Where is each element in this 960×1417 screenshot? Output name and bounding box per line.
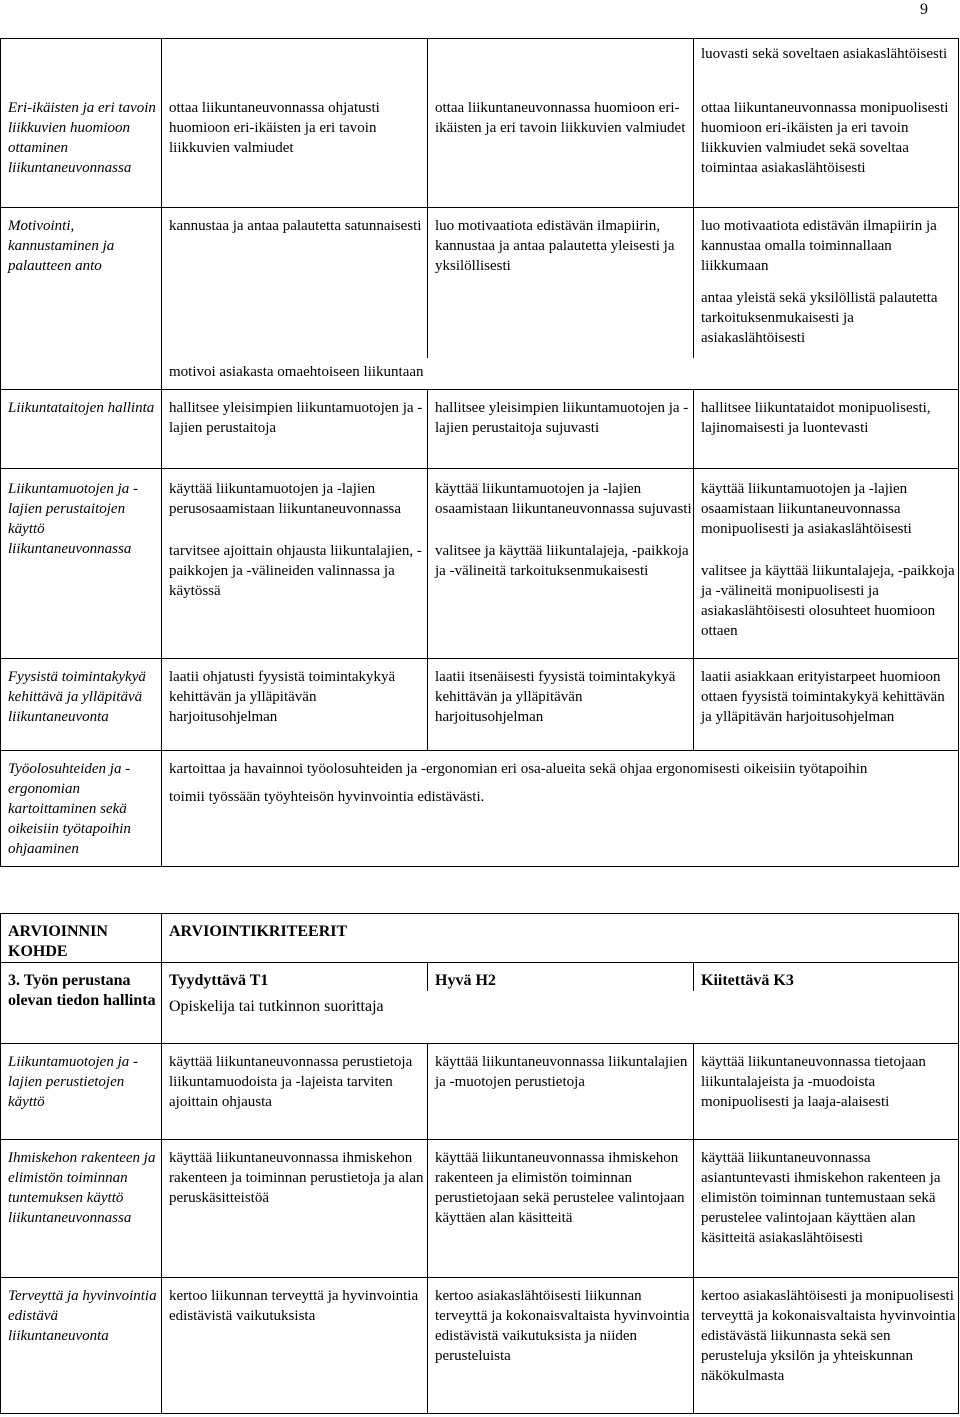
span-all-cell <box>162 358 959 390</box>
criterion-cell <box>1 659 162 751</box>
k3-cell <box>694 469 959 659</box>
criterion-cell <box>1 1277 162 1413</box>
k3-text: luovasti sekä soveltaen asiakaslähtöisesti <box>701 46 948 62</box>
page-number: 9 <box>920 1 928 18</box>
table-row <box>1 39 959 88</box>
criterion-text: Liikuntataitojen hallinta <box>8 400 155 416</box>
level-k3-text: Kiitettävä K3 <box>701 972 794 989</box>
k3-text: hallitsee liikuntataidot monipuolisesti, lajinomaisesti ja luontevasti <box>701 400 931 436</box>
table-row <box>1 208 959 358</box>
criterion-cell <box>1 390 162 469</box>
criterion-cell <box>1 469 162 659</box>
criterion-cell <box>1 751 162 867</box>
table-row <box>1 469 959 659</box>
k3-text: käyttää liikuntaneuvonnassa tietojaan liikuntalajeista ja -muodoista monipuolisesti ja laaja-alaisesti <box>701 1053 926 1110</box>
section-title: 3. Työn perustana olevan tiedon hallinta <box>8 972 156 1009</box>
h2-text: laatii itsenäisesti fyysistä toimintakykyä kehittävän ja ylläpitävän harjoitusohjelman <box>435 669 676 725</box>
k3-text: valitsee ja käyttää liikuntalajeja, -paikkoja ja -välineitä monipuolisesti ja asiakaslähtöisesti olosuhteet huomioon ottaen <box>701 563 955 639</box>
subject-text: Opiskelija tai tutkinnon suorittaja <box>169 998 384 1015</box>
h2-cell <box>428 390 694 469</box>
level-t1 <box>162 963 428 992</box>
k3-text: antaa yleistä sekä yksilöllistä palautetta tarkoituksenmukaisesti ja asiakaslähtöisesti <box>701 290 938 346</box>
table-row <box>1 751 959 867</box>
span-all-text: toimii työssään työyhteisön hyvinvointia edistävästi. <box>169 789 485 805</box>
t1-cell <box>162 659 428 751</box>
t1-cell <box>162 469 428 659</box>
criterion-text: Liikuntamuotojen ja -lajien perustaitojen käyttö liikuntaneuvonnassa <box>8 481 138 557</box>
k3-cell <box>694 1277 959 1413</box>
t1-text: käyttää liikuntaneuvonnassa perustietoja liikuntamuodoista ja -lajeista tarviten ajoittain ohjausta <box>169 1053 413 1110</box>
h2-cell <box>428 469 694 659</box>
header-arvioinnin-kohde <box>1 914 162 963</box>
table-row <box>1 1043 959 1139</box>
subject-cell <box>162 991 959 1043</box>
span-all-text: motivoi asiakasta omaehtoiseen liikuntaan <box>169 363 424 380</box>
header-left-text: ARVIOINNIN KOHDE <box>8 923 108 960</box>
t1-text: kannustaa ja antaa palautetta satunnaisesti <box>169 218 422 234</box>
k3-cell <box>694 39 959 88</box>
t1-text: käyttää liikuntamuotojen ja -lajien perusosaamistaan liikuntaneuvonnassa <box>169 481 402 517</box>
k3-text: ottaa liikuntaneuvonnassa monipuolisesti huomioon eri-ikäisten ja eri tavoin liikkuvien valmiudet sekä soveltaa toimintaa asiakaslähtöisesti <box>701 99 949 176</box>
k3-text: käyttää liikuntamuotojen ja -lajien osaamistaan liikuntaneuvonnassa monipuolisesti ja asiakaslähtöisesti <box>701 481 912 537</box>
criterion-cell <box>1 88 162 208</box>
criteria-table-2 <box>0 913 959 1414</box>
k3-text: laatii asiakkaan erityistarpeet huomioon ottaen fyysistä toimintakykyä kehittävän ja ylläpitävän harjoitusohjelman <box>701 669 945 725</box>
criteria-table-1 <box>0 38 959 867</box>
h2-cell <box>428 1139 694 1277</box>
t1-cell <box>162 1139 428 1277</box>
table-row <box>1 88 959 208</box>
criterion-text: Motivointi, kannustaminen ja palautteen anto <box>8 218 115 274</box>
h2-text: käyttää liikuntaneuvonnassa liikuntalajien ja -muotojen perustietoja <box>435 1053 688 1090</box>
criterion-text: Ihmiskehon rakenteen ja elimistön toiminnan tuntemuksen käyttö liikuntaneuvonnassa <box>8 1149 156 1226</box>
h2-text: käyttää liikuntamuotojen ja -lajien osaamistaan liikuntaneuvonnassa sujuvasti <box>435 481 692 517</box>
criterion-text: Liikuntamuotojen ja -lajien perustietojen käyttö <box>8 1053 138 1110</box>
t1-cell <box>162 390 428 469</box>
t1-text: käyttää liikuntaneuvonnassa ihmiskehon rakenteen ja toiminnan perustietoja ja alan peruskäsitteistöä <box>169 1149 424 1206</box>
t1-cell <box>162 39 428 88</box>
t1-cell <box>162 208 428 358</box>
span-all-text: kartoittaa ja havainnoi työolosuhteiden ja -ergonomian eri osa-alueita sekä ohjaa ergonomisesti oikeisiin työtapoihin <box>169 761 868 777</box>
criterion-cell <box>1 208 162 390</box>
criterion-text: Eri-ikäisten ja eri tavoin liikkuvien huomioon ottaminen liikuntaneuvonnassa <box>8 99 156 176</box>
table-row <box>1 1139 959 1277</box>
k3-text: luo motivaatiota edistävän ilmapiirin ja kannustaa omalla toiminnallaan liikkumaan <box>701 218 937 274</box>
t1-text: hallitsee yleisimpien liikuntamuotojen ja -lajien perustaitoja <box>169 400 423 436</box>
h2-cell <box>428 1043 694 1139</box>
level-row <box>1 963 959 992</box>
h2-cell <box>428 39 694 88</box>
h2-text: hallitsee yleisimpien liikuntamuotojen ja -lajien perustaitoja sujuvasti <box>435 400 689 436</box>
h2-cell <box>428 1277 694 1413</box>
h2-text: ottaa liikuntaneuvonnassa huomioon eri-ikäisten ja eri tavoin liikkuvien valmiudet <box>435 99 686 136</box>
k3-cell <box>694 1139 959 1277</box>
header-arviointikriteerit <box>162 914 959 963</box>
h2-text: kertoo asiakaslähtöisesti liikunnan terveyttä ja kokonaisvaltaista hyvinvointia edistävistä vaikutuksista ja niiden perusteluista <box>435 1287 690 1364</box>
section-title-cell <box>1 963 162 1044</box>
criterion-text: Terveyttä ja hyvinvointia edistävä liikuntaneuvonta <box>8 1287 157 1344</box>
t1-cell <box>162 1277 428 1413</box>
k3-text: kertoo asiakaslähtöisesti ja monipuolisesti terveyttä ja kokonaisvaltaista hyvinvointia edistävästä liikunnasta sekä sen perusteluja yksilön ja yhteiskunnan näkökulmasta <box>701 1287 956 1384</box>
h2-cell <box>428 208 694 358</box>
t1-text: tarvitsee ajoittain ohjausta liikuntalajien, -paikkojen ja -välineiden valinnassa ja käytössä <box>169 543 422 599</box>
h2-text: luo motivaatiota edistävän ilmapiirin, kannustaa ja antaa palautetta yleisesti ja yksilöllisesti <box>435 218 675 274</box>
h2-cell <box>428 659 694 751</box>
criterion-text: Fyysistä toimintakykyä kehittävä ja ylläpitävä liikuntaneuvonta <box>8 669 146 725</box>
span-all-cell <box>162 751 959 867</box>
criterion-cell <box>1 39 162 88</box>
t1-cell <box>162 1043 428 1139</box>
k3-text: käyttää liikuntaneuvonnassa asiantuntevasti ihmiskehon rakenteen ja elimistön toiminnan tuntemustaan sekä perustelee valintojaan käyttäen alan käsitteitä asiakaslähtöisesti <box>701 1149 941 1246</box>
header-right-text: ARVIOINTIKRITEERIT <box>169 923 348 940</box>
k3-cell <box>694 659 959 751</box>
level-h2 <box>428 963 694 992</box>
t1-text: laatii ohjatusti fyysistä toimintakykyä kehittävän ja ylläpitävän harjoitusohjelman <box>169 669 396 725</box>
table-row <box>1 659 959 751</box>
level-t1-text: Tyydyttävä T1 <box>169 972 269 989</box>
k3-cell <box>694 88 959 208</box>
k3-cell <box>694 390 959 469</box>
criterion-text: Työolosuhteiden ja -ergonomian kartoittaminen sekä oikeisiin työtapoihin ohjaaminen <box>8 761 131 857</box>
level-h2-text: Hyvä H2 <box>435 972 496 989</box>
t1-text: ottaa liikuntaneuvonnassa ohjatusti huomioon eri-ikäisten ja eri tavoin liikkuvien valmiudet <box>169 99 380 156</box>
level-k3 <box>694 963 959 992</box>
table-row <box>1 1277 959 1413</box>
criterion-cell <box>1 1139 162 1277</box>
k3-cell <box>694 1043 959 1139</box>
h2-cell <box>428 88 694 208</box>
k3-cell <box>694 208 959 358</box>
table-row <box>1 390 959 469</box>
h2-text: käyttää liikuntaneuvonnassa ihmiskehon rakenteen ja elimistön toiminnan perustietojaan sekä perustelee valintojaan käyttäen alan käsitteitä <box>435 1149 685 1226</box>
h2-text: valitsee ja käyttää liikuntalajeja, -paikkoja ja -välineitä tarkoituksenmukaisesti <box>435 543 689 579</box>
table-header-row <box>1 914 959 963</box>
t1-cell <box>162 88 428 208</box>
criterion-cell <box>1 1043 162 1139</box>
t1-text: kertoo liikunnan terveyttä ja hyvinvointia edistävistä vaikutuksista <box>169 1287 419 1324</box>
